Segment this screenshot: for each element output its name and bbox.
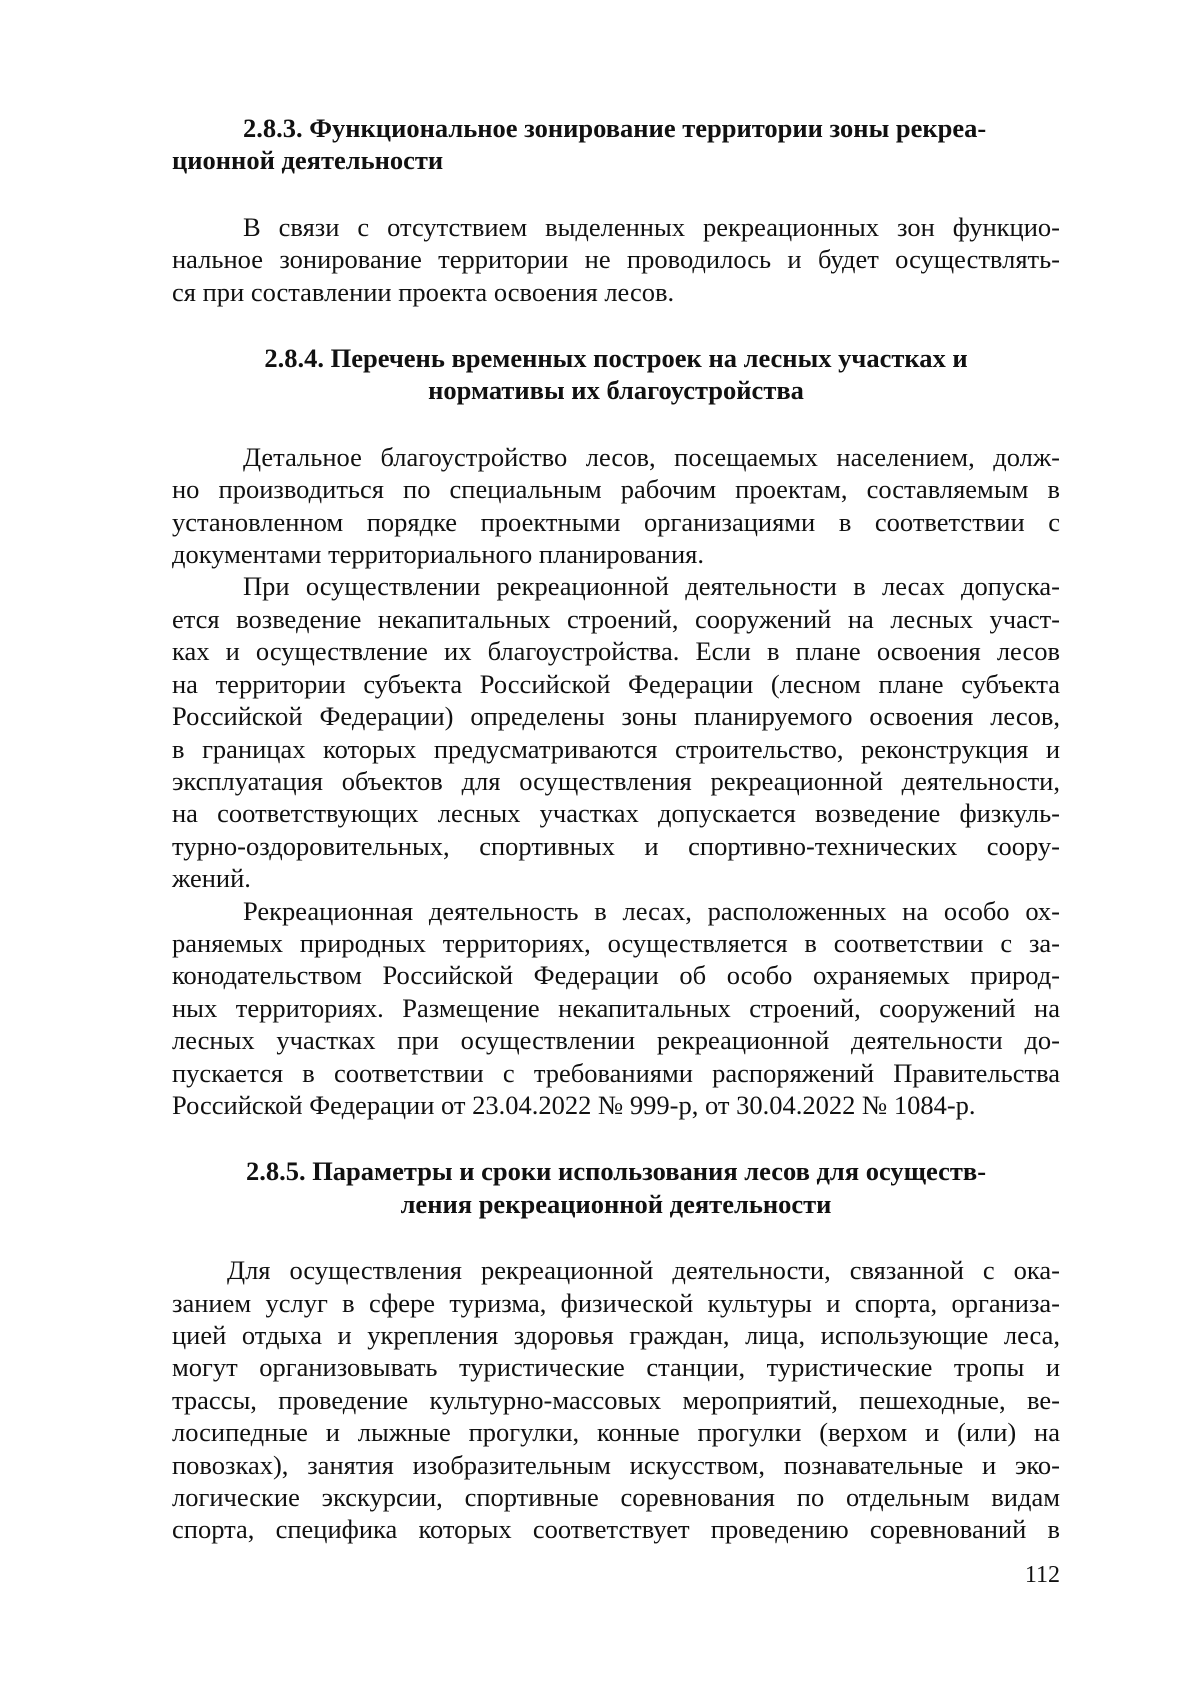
text-line: конодательством Российской Федерации об особо охраняемых природ- xyxy=(172,960,1060,991)
text-line: жений. xyxy=(172,863,251,894)
heading-line: 2.8.3. Функциональное зонирование территории зоны рекреа- xyxy=(243,113,987,143)
text-line: могут организовывать туристические станции, туристические тропы и xyxy=(172,1352,1060,1383)
paragraph-2-8-4-2 xyxy=(172,570,1060,894)
paragraph-2-8-4-1 xyxy=(172,441,1060,571)
text-line: ется возведение некапитальных строений, сооружений на лесных участ- xyxy=(172,603,1060,634)
text-line: эксплуатация объектов для осуществления рекреационной деятельности, xyxy=(172,765,1060,796)
paragraph-2-8-4-3 xyxy=(172,895,1060,1122)
text-line: трассы, проведение культурно-массовых мероприятий, пешеходные, ве- xyxy=(172,1384,1060,1415)
text-line: документами территориального планирования. xyxy=(172,539,704,570)
heading-line: ления рекреационной деятельности xyxy=(400,1188,832,1219)
page-number: 112 xyxy=(1024,1562,1060,1588)
paragraph-2-8-3 xyxy=(172,211,1060,308)
text-line: турно-оздоровительных, спортивных и спортивно-технических соору- xyxy=(172,830,1060,861)
paragraph-2-8-5 xyxy=(172,1254,1060,1546)
text-line: цией отдыха и укрепления здоровья граждан, лица, использующие леса, xyxy=(172,1320,1060,1350)
heading-line: 2.8.5. Параметры и сроки использования лесов для осуществ- xyxy=(245,1156,987,1187)
text-line: Российской Федерации от 23.04.2022 № 999-р, от 30.04.2022 № 1084-р. xyxy=(172,1089,976,1120)
text-line: В связи с отсутствием выделенных рекреационных зон функцио- xyxy=(243,211,1060,242)
text-line: установленном порядке проектными организациями в соответствии с xyxy=(172,506,1060,537)
text-line: Рекреационная деятельность в лесах, расположенных на особо ох- xyxy=(243,895,1060,926)
text-line: занием услуг в сфере туризма, физической культуры и спорта, организа- xyxy=(172,1287,1060,1318)
text-line: ках и осуществление их благоустройства. Если в плане освоения лесов xyxy=(172,636,1060,667)
text-line: логические экскурсии, спортивные соревнования по отдельным видам xyxy=(172,1482,1060,1513)
text-line: в границах которых предусматриваются строительство, реконструкция и xyxy=(172,733,1060,764)
heading-line: нормативы их благоустройства xyxy=(428,375,804,406)
heading-line: 2.8.4. Перечень временных построек на лесных участках и xyxy=(264,343,968,374)
text-line: повозках), занятия изобразительным искусством, познавательные и эко- xyxy=(172,1449,1060,1480)
text-line: спорта, специфика которых соответствует проведению соревнований в xyxy=(172,1514,1060,1545)
text-line: лесных участках при осуществлении рекреационной деятельности до- xyxy=(172,1025,1060,1056)
text-line: нальное зонирование территории не проводилось и будет осуществлять- xyxy=(172,244,1060,275)
text-line: на соответствующих лесных участках допускается возведение физкуль- xyxy=(172,798,1060,829)
text-line: на территории субъекта Российской Федерации (лесном плане субъекта xyxy=(172,668,1060,699)
section-heading-2-8-4 xyxy=(172,342,1060,407)
text-line: лосипедные и лыжные прогулки, конные прогулки (верхом и (или) на xyxy=(172,1417,1060,1448)
section-heading-2-8-3 xyxy=(172,112,1060,177)
text-line: ных территориях. Размещение некапитальных строений, сооружений на xyxy=(172,992,1060,1023)
section-heading-2-8-5 xyxy=(172,1155,1060,1220)
text-line: но производиться по специальным рабочим проектам, составляемым в xyxy=(172,474,1060,505)
text-line: Детальное благоустройство лесов, посещаемых населением, долж- xyxy=(243,441,1060,472)
document-page xyxy=(172,112,1060,1546)
text-line: пускается в соответствии с требованиями распоряжений Правительства xyxy=(172,1057,1060,1088)
heading-line: ционной деятельности xyxy=(172,145,444,176)
text-line: Для осуществления рекреационной деятельности, связанной с ока- xyxy=(227,1255,1060,1286)
text-line: Российской Федерации) определены зоны планируемого освоения лесов, xyxy=(172,701,1060,732)
text-line: При осуществлении рекреационной деятельности в лесах допуска- xyxy=(243,571,1060,602)
text-line: раняемых природных территориях, осуществляется в соответствии с за- xyxy=(172,927,1060,958)
text-line: ся при составлении проекта освоения лесов. xyxy=(172,276,675,307)
